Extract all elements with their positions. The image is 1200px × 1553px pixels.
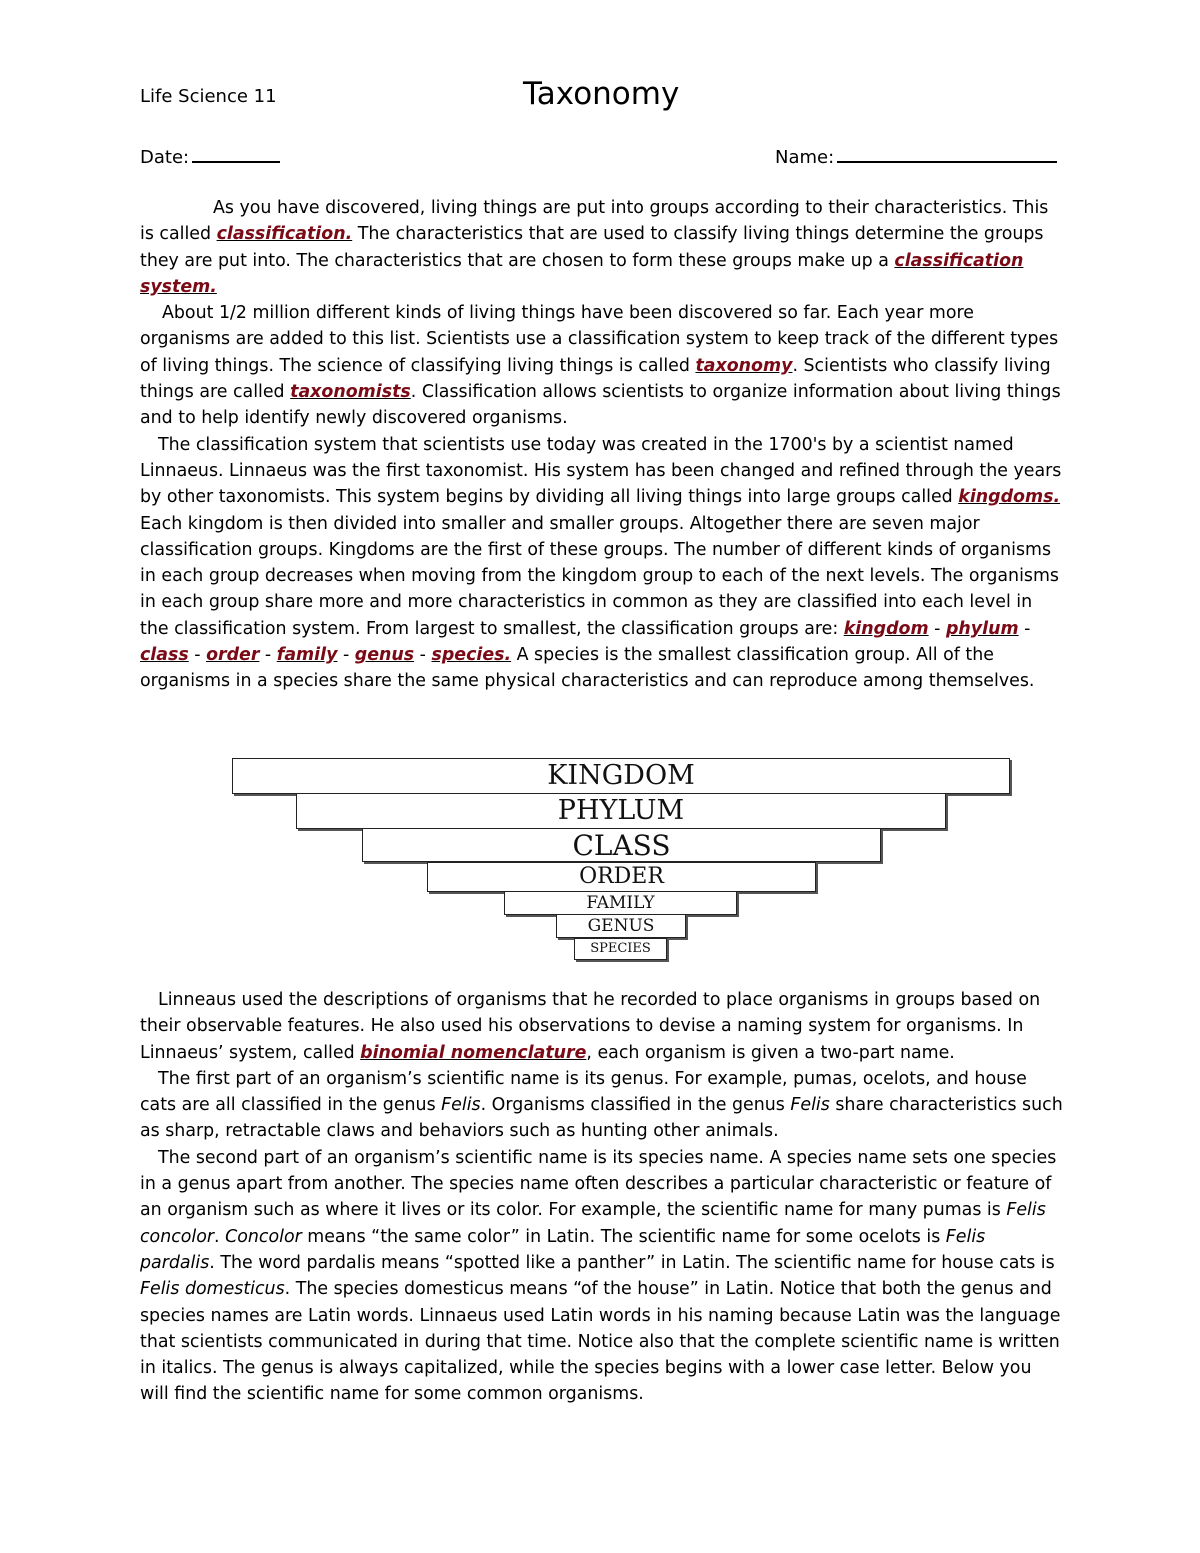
date-label: Date:: [140, 147, 190, 168]
group-genus: genus: [354, 645, 415, 666]
name-felis-domesticus: Felis domesticus: [140, 1279, 285, 1300]
word-concolor: Concolor: [225, 1226, 302, 1247]
paragraph-classification: As you have discovered, living things are put into groups according to their characteristics. This is called classification. The characteristics that are used to classify living things determine the groups they are put into. The characteristics that are chosen to form these groups make up a classification system.: [140, 198, 1049, 297]
date-blank-line: [192, 145, 280, 163]
name-field: [775, 145, 1057, 168]
name-felis-pardalis: Felis pardalis: [140, 1226, 986, 1273]
level-species-bar: SPECIES: [574, 938, 667, 960]
group-phylum: phylum: [945, 618, 1019, 639]
name-blank-line: [837, 145, 1057, 163]
group-species: species.: [431, 645, 512, 666]
level-family-bar: FAMILY: [504, 891, 737, 915]
group-kingdom: kingdom: [843, 618, 929, 639]
keyword-taxonomists: taxonomists: [290, 382, 411, 403]
group-class: class: [140, 645, 189, 666]
course-label: Life Science 11: [140, 86, 277, 107]
keyword-kingdoms: kingdoms.: [958, 487, 1061, 508]
level-class-bar: CLASS: [362, 828, 881, 862]
group-order: order: [206, 645, 260, 666]
keyword-classification: classification.: [216, 224, 353, 245]
paragraph-species-name: The second part of an organism’s scientific name is its species name. A species name sets one species in a genus apart from another. The species name often describes a particular characteristic or feature of an organism such as where it lives or its color. For example, the scientific name for many pumas is Felis concolor. Concolor means “the same color” in Latin. The scientific name for some ocelots is Felis pardalis. The word pardalis means “spotted like a panther” in Latin. The scientific name for house cats is Felis domesticus. The species domesticus means “of the house” in Latin. Notice that both the genus and species names are Latin words. Linnaeus used Latin words in his naming because Latin was the language that scientists communicated in during that time. Notice also that the complete scientific name is written in italics. The genus is always capitalized, while the species begins with a lower case letter. Below you will find the scientific name for some common organisms.: [140, 1147, 1061, 1405]
level-genus-bar: GENUS: [556, 914, 686, 938]
level-kingdom-bar: KINGDOM: [232, 758, 1010, 794]
paragraph-linnaeus: The classification system that scientists use today was created in the 1700's by a scientist named Linnaeus. Linnaeus was the first taxonomist. His system has been changed and refined through the years by other taxonomists. This system begins by dividing all living things into large groups called kingdoms. Each kingdom is then divided into smaller and smaller groups. Altogether there are seven major classification groups. Kingdoms are the first of these groups. The number of different kinds of organisms in each group decreases when moving from the kingdom group to each of the next levels. The organisms in each group share more and more characteristics in common as they are classified into each level in the classification system. From largest to smallest, the classification groups are: kingdom - phylum -class - order - family - genus - species. A species is the smallest classification group. All of the organisms in a species share the same physical characteristics and can reproduce among themselves.: [140, 434, 1062, 692]
level-order-bar: ORDER: [427, 862, 816, 892]
genus-felis: Felis: [441, 1095, 481, 1116]
group-family: family: [276, 645, 338, 666]
keyword-binomial-nomenclature: binomial nomenclature: [360, 1042, 587, 1063]
name-felis-concolor: Felis concolor: [140, 1200, 1046, 1247]
keyword-classification-system: classification system.: [140, 250, 1024, 297]
paragraph-binomial-nomenclature: Linneaus used the descriptions of organisms that he recorded to place organisms in groups based on their observable features. He also used his observations to devise a naming system for organisms. In Linnaeus’ system, called binomial nomenclature, each organism is given a two-part name.: [140, 990, 1041, 1063]
classification-pyramid-diagram: [232, 758, 1014, 964]
body-text-upper: [140, 195, 1065, 695]
date-field: [140, 145, 280, 168]
paragraph-taxonomy: About 1/2 million different kinds of living things have been discovered so far. Each year more organisms are added to this list. Scientists use a classification system to keep track of the different types of living things. The science of classifying living things is called taxonomy. Scientists who classify living things are called taxonomists. Classification allows scientists to organize information about living things and to help identify newly discovered organisms.: [140, 303, 1061, 429]
name-label: Name:: [775, 147, 835, 168]
page-title: Taxonomy: [523, 76, 680, 112]
paragraph-genus: The first part of an organism’s scientific name is its genus. For example, pumas, ocelots, and house cats are all classified in the genus Felis. Organisms classified in the genus Felis share characteristics such as sharp, retractable claws and behaviors such as hunting other animals.: [140, 1068, 1063, 1142]
level-phylum-bar: PHYLUM: [296, 793, 946, 829]
keyword-taxonomy: taxonomy: [695, 355, 793, 376]
body-text-lower: [140, 987, 1065, 1408]
genus-felis: Felis: [790, 1095, 830, 1116]
